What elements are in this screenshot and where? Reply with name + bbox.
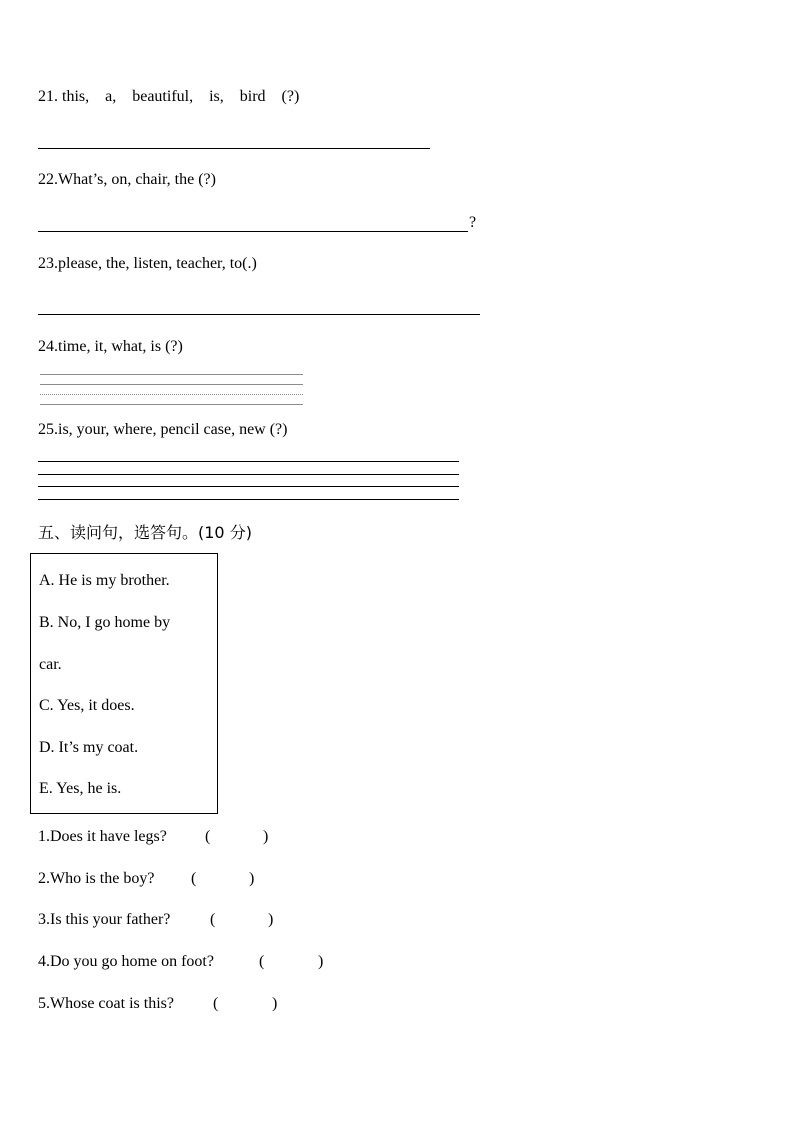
question-22: 22.What’s, on, chair, the (?) <box>38 171 216 188</box>
option-c: C. Yes, it does. <box>39 697 135 714</box>
answer-options-box <box>30 553 218 814</box>
writing-line-25-b[interactable] <box>38 474 459 475</box>
answer-close-paren-5: ) <box>272 995 278 1012</box>
answer-line-22[interactable] <box>38 231 468 232</box>
answer-close-paren-3: ) <box>268 911 274 928</box>
match-question-2: 2.Who is the boy? <box>38 870 155 887</box>
writing-line-24-a[interactable] <box>40 374 303 375</box>
question-22-end-mark: ? <box>469 214 477 231</box>
option-b: B. No, I go home by <box>39 614 171 631</box>
question-25: 25.is, your, where, pencil case, new (?) <box>38 421 288 438</box>
writing-line-25-c[interactable] <box>38 486 459 487</box>
option-b-continued: car. <box>39 656 62 673</box>
answer-open-paren-1: ( <box>205 828 211 845</box>
writing-line-25-a[interactable] <box>38 461 459 462</box>
match-question-5: 5.Whose coat is this? <box>38 995 174 1012</box>
section-title: 五、读问句，选答句。(10 分) <box>38 523 252 542</box>
answer-open-paren-4: ( <box>259 953 265 970</box>
writing-line-24-c[interactable] <box>40 394 303 395</box>
answer-line-21[interactable] <box>38 148 430 149</box>
option-a: A. He is my brother. <box>39 572 170 589</box>
answer-close-paren-1: ) <box>263 828 269 845</box>
answer-open-paren-2: ( <box>191 870 197 887</box>
option-e: E. Yes, he is. <box>39 780 122 797</box>
match-question-4: 4.Do you go home on foot? <box>38 953 214 970</box>
match-question-1: 1.Does it have legs? <box>38 828 167 845</box>
question-24: 24.time, it, what, is (?) <box>38 338 183 355</box>
answer-open-paren-5: ( <box>213 995 219 1012</box>
answer-close-paren-4: ) <box>318 953 324 970</box>
writing-line-25-d[interactable] <box>38 499 459 500</box>
answer-line-23[interactable] <box>38 314 480 315</box>
match-question-3: 3.Is this your father? <box>38 911 171 928</box>
option-d: D. It’s my coat. <box>39 739 139 756</box>
question-23: 23.please, the, listen, teacher, to(.) <box>38 255 257 272</box>
writing-line-24-b[interactable] <box>40 384 303 385</box>
writing-line-24-d[interactable] <box>40 404 303 405</box>
answer-open-paren-3: ( <box>210 911 216 928</box>
question-21: 21. this, a, beautiful, is, bird (?) <box>38 88 300 105</box>
answer-close-paren-2: ) <box>249 870 255 887</box>
